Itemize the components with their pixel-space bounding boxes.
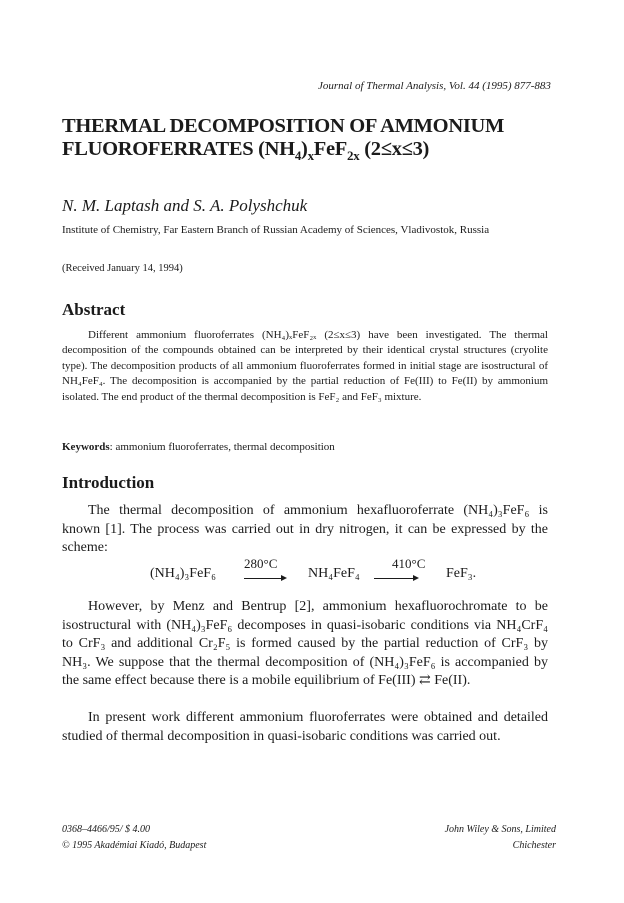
abstract-heading: Abstract [62, 300, 126, 319]
keywords [62, 441, 335, 453]
scheme-arrow-2 [374, 578, 414, 579]
authors: N. M. Laptash and S. A. Polyshchuk [62, 196, 308, 215]
scheme-arrowhead-1 [281, 575, 287, 581]
scheme-arrowhead-2 [413, 575, 419, 581]
scheme-product: FeF₃. [446, 566, 477, 581]
intro-paragraph-1: The thermal decomposition of ammonium hexafluoroferrate (NH₄)₃FeF₆ is known [1]. The process was carried out in dry nitrogen, it can be expressed by the scheme: [62, 503, 548, 556]
title-part: (2≤x≤3) [359, 138, 430, 160]
abstract-text: Different ammonium fluoroferrates (NH₄)ₓFeF₂ₓ (2≤x≤3) have been investigated. The thermal decomposition of the compounds obtained can be interpreted by their identical crystal structures (cryolite type). The decomposition products of all ammonium fluoroferrates formed in initial stage are isostructural of NH₄FeF₄. The decomposition is accompanied by the partial reduction of Fe(III) to Fe(II) by ammonium isolated. The end product of the thermal decomposition is FeF₂ and FeF₃ mixture. [62, 329, 548, 403]
title-line-2 [62, 138, 562, 167]
intro-paragraph-2: However, by Menz and Bentrup [2], ammonium hexafluorochromate to be isostructural with (NH₄)₃FeF₆ decomposes in quasi-isobaric conditions via NH₄CrF₄ to CrF₃ and additional Cr₂F₅ is formed caused by the partial reduction of CrF₃ by NH₃. We suppose that the thermal decomposition of (NH₄)₃FeF₆ is accompanied by the same effect because there is a mobile equilibrium of Fe(III) ⇄ Fe(II). [62, 599, 548, 689]
article-title [62, 115, 562, 167]
publisher: John Wiley & Sons, Limited [444, 824, 556, 835]
keywords-text: : ammonium fluoroferrates, thermal decomposition [109, 441, 335, 453]
copyright: © 1995 Akadémiai Kiadó, Budapest [62, 840, 207, 851]
issn-code: 0368–4466/95/ $ 4.00 [62, 824, 151, 835]
title-part: FeF [313, 138, 348, 160]
received-date: (Received January 14, 1994) [62, 263, 183, 274]
scheme-reactant: (NH₄)₃FeF₆ [150, 566, 216, 581]
title-sub: x [307, 148, 314, 164]
scheme-temp-1: 280°C [244, 556, 278, 571]
title-sub: 4 [294, 148, 302, 164]
intro-paragraph-3: In present work different ammonium fluoroferrates were obtained and detailed studied of thermal decomposition in quasi-isobaric conditions was carried out. [62, 710, 548, 744]
reaction-scheme [150, 556, 570, 600]
footer-left [62, 822, 206, 854]
title-line-1: THERMAL DECOMPOSITION OF AMMONIUM [62, 115, 505, 137]
footer-right [400, 822, 556, 854]
keywords-label: Keywords [62, 441, 110, 453]
scheme-intermediate: NH₄FeF₄ [308, 566, 360, 581]
title-part: ) [301, 138, 308, 160]
introduction-heading: Introduction [62, 473, 155, 492]
affiliation: Institute of Chemistry, Far Eastern Branch of Russian Academy of Sciences, Vladivostok, Russia [62, 224, 490, 236]
journal-citation: Journal of Thermal Analysis, Vol. 44 (1995) 877-883 [318, 80, 551, 92]
scheme-arrow-1 [244, 578, 282, 579]
title-part: FLUOROFERRATES (NH [62, 138, 295, 160]
title-sub: 2x [347, 148, 360, 164]
scheme-temp-2: 410°C [392, 556, 426, 571]
publisher-city: Chichester [512, 840, 556, 851]
